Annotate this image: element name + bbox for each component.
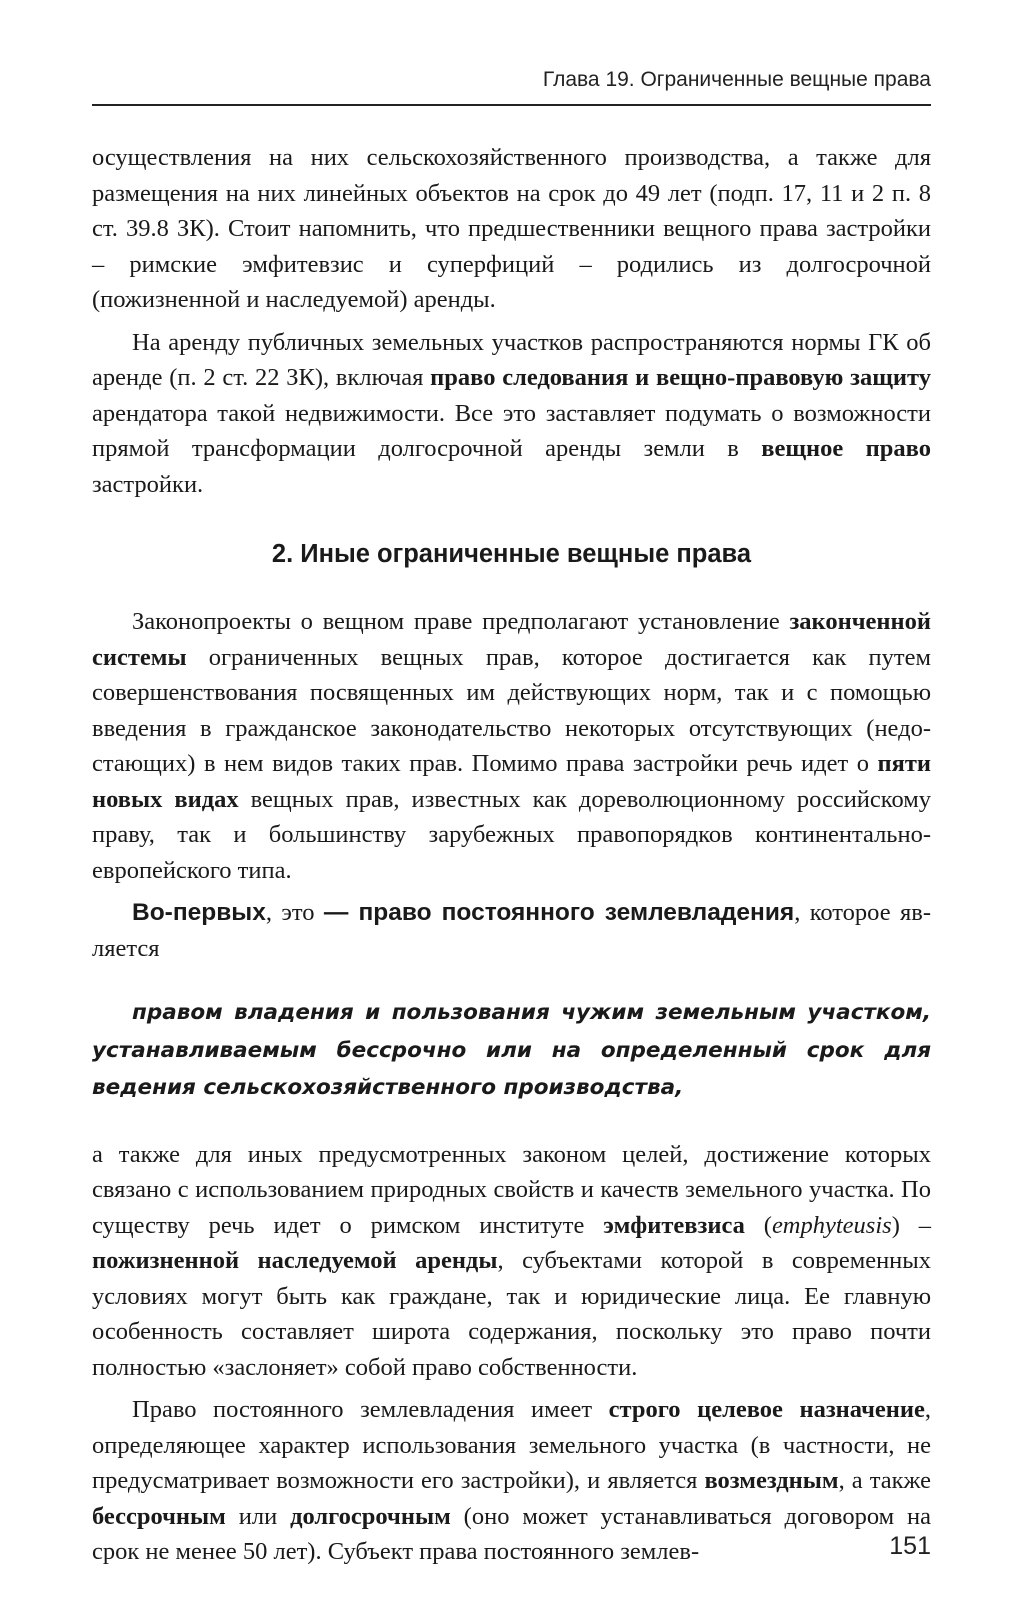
paragraph-6-text-1: Право постоянного землевладения имеет xyxy=(132,1396,609,1423)
paragraph-4-text-2: , которое является xyxy=(92,899,932,962)
paragraph-1: осуществления на них сельскохозяйственного производства, а также для размещения на них линейных объектов на срок до 49 лет (подп. 17, 11 и 2 п. 8 ст. 39.8 ЗК). Стоит напомнить, что предшественники вещного права застройки – римские эмфитевзис и суперфиций – родились из долгосрочной (пожизненной и наследуемой) аренды. xyxy=(92,144,931,313)
paragraph-6-text-2: , определяющее характер использования земельного участка (в частности, не предусматривает возможности его застройки), и является xyxy=(92,1396,931,1494)
paragraph-3-bold-1: законченной системы xyxy=(92,608,931,671)
paragraph-2-text-2: арендатора такой недвижимости. Все это заставляет подумать о возможности прямой трансформации долгосрочной аренды земли в xyxy=(92,399,931,462)
paragraph-5-text-2: ( xyxy=(744,1211,772,1239)
paragraph-3-text-2: ограниченных вещных прав, которое достигается как путем совершенствования посвященных им действующих норм, так и с помощью введения в гражданское законодательство некоторых отсутствующих (недостающих) в нем видов таких прав. Помимо права застройки речь идет о xyxy=(92,643,931,777)
paragraph-3 xyxy=(92,604,931,888)
paragraph-2-bold-1: право следования и вещно-правовую защиту xyxy=(430,364,932,391)
page-body xyxy=(92,140,931,1570)
paragraph-5-text-4: , субъектами которой в современных условиях могут быть как граждане, так и юридические лица. Ее главную особенность составляет широта содержания, поскольку это право почти полностью «заслоняет» собой право собственности. xyxy=(92,1247,932,1381)
running-header: Глава 19. Ограниченные вещные права xyxy=(542,68,931,91)
paragraph-5-italic-1: emphyteusis xyxy=(771,1211,892,1239)
paragraph-6-bold-3: бессрочным xyxy=(92,1502,226,1530)
paragraph-6-text-3: , а также xyxy=(838,1467,931,1494)
paragraph-5-text-3: ) – xyxy=(891,1211,931,1239)
paragraph-6-bold-4: долгосрочным xyxy=(290,1502,451,1530)
header-rule xyxy=(92,104,931,106)
section-heading: 2. Иные ограниченные вещные права xyxy=(271,540,752,568)
paragraph-4-bold-1: Во-первых xyxy=(132,899,266,926)
paragraph-3-bold-2: пяти новых видах xyxy=(92,750,931,813)
paragraph-2-bold-2: вещное право xyxy=(761,435,931,462)
definition-block: правом владения и пользования чужим земельным участком, устанавливаемым бессрочно или на определенный срок для ведения сельскохозяйственного производства, xyxy=(92,1000,931,1100)
paragraph-6-bold-2: возмездным xyxy=(704,1467,839,1494)
paragraph-2 xyxy=(92,325,931,503)
paragraph-6-bold-1: строго целевое назначение xyxy=(608,1396,925,1423)
paragraph-3-text-1: Законопроекты о вещном праве предполагают установление xyxy=(132,608,790,635)
paragraph-5-bold-2: пожизненной наследуемой аренды xyxy=(92,1247,498,1274)
paragraph-6 xyxy=(92,1392,931,1570)
paragraph-2-text-1: На аренду публичных земельных участков распространяются нормы ГК об аренде (п. 2 ст. 22 ЗК), включая xyxy=(92,328,931,391)
paragraph-3-text-3: вещных прав, известных как дореволюционному российскому праву, так и большинству зарубежных правопорядков континентально-европейского типа. xyxy=(92,785,931,884)
paragraph-2-text-3: застройки. xyxy=(92,470,204,498)
paragraph-4-text-1: , это xyxy=(265,899,324,926)
paragraph-4-bold-2: — право постоянного землевладения xyxy=(323,899,795,926)
paragraph-5 xyxy=(92,1137,931,1386)
page-number: 151 xyxy=(889,1532,931,1560)
paragraph-5-text-1: а также для иных предусмотренных законом целей, достижение которых связано с использованием природных свойств и качеств земельного участка. По существу речь идет о римском институте xyxy=(92,1140,931,1239)
paragraph-6-text-5: (оно может устанавливаться договором на срок не менее 50 лет). Субъект права постоянного землев- xyxy=(92,1502,931,1565)
paragraph-4 xyxy=(92,895,931,966)
paragraph-6-text-4: или xyxy=(225,1502,291,1530)
paragraph-5-bold-1: эмфитевзиса xyxy=(603,1211,745,1239)
